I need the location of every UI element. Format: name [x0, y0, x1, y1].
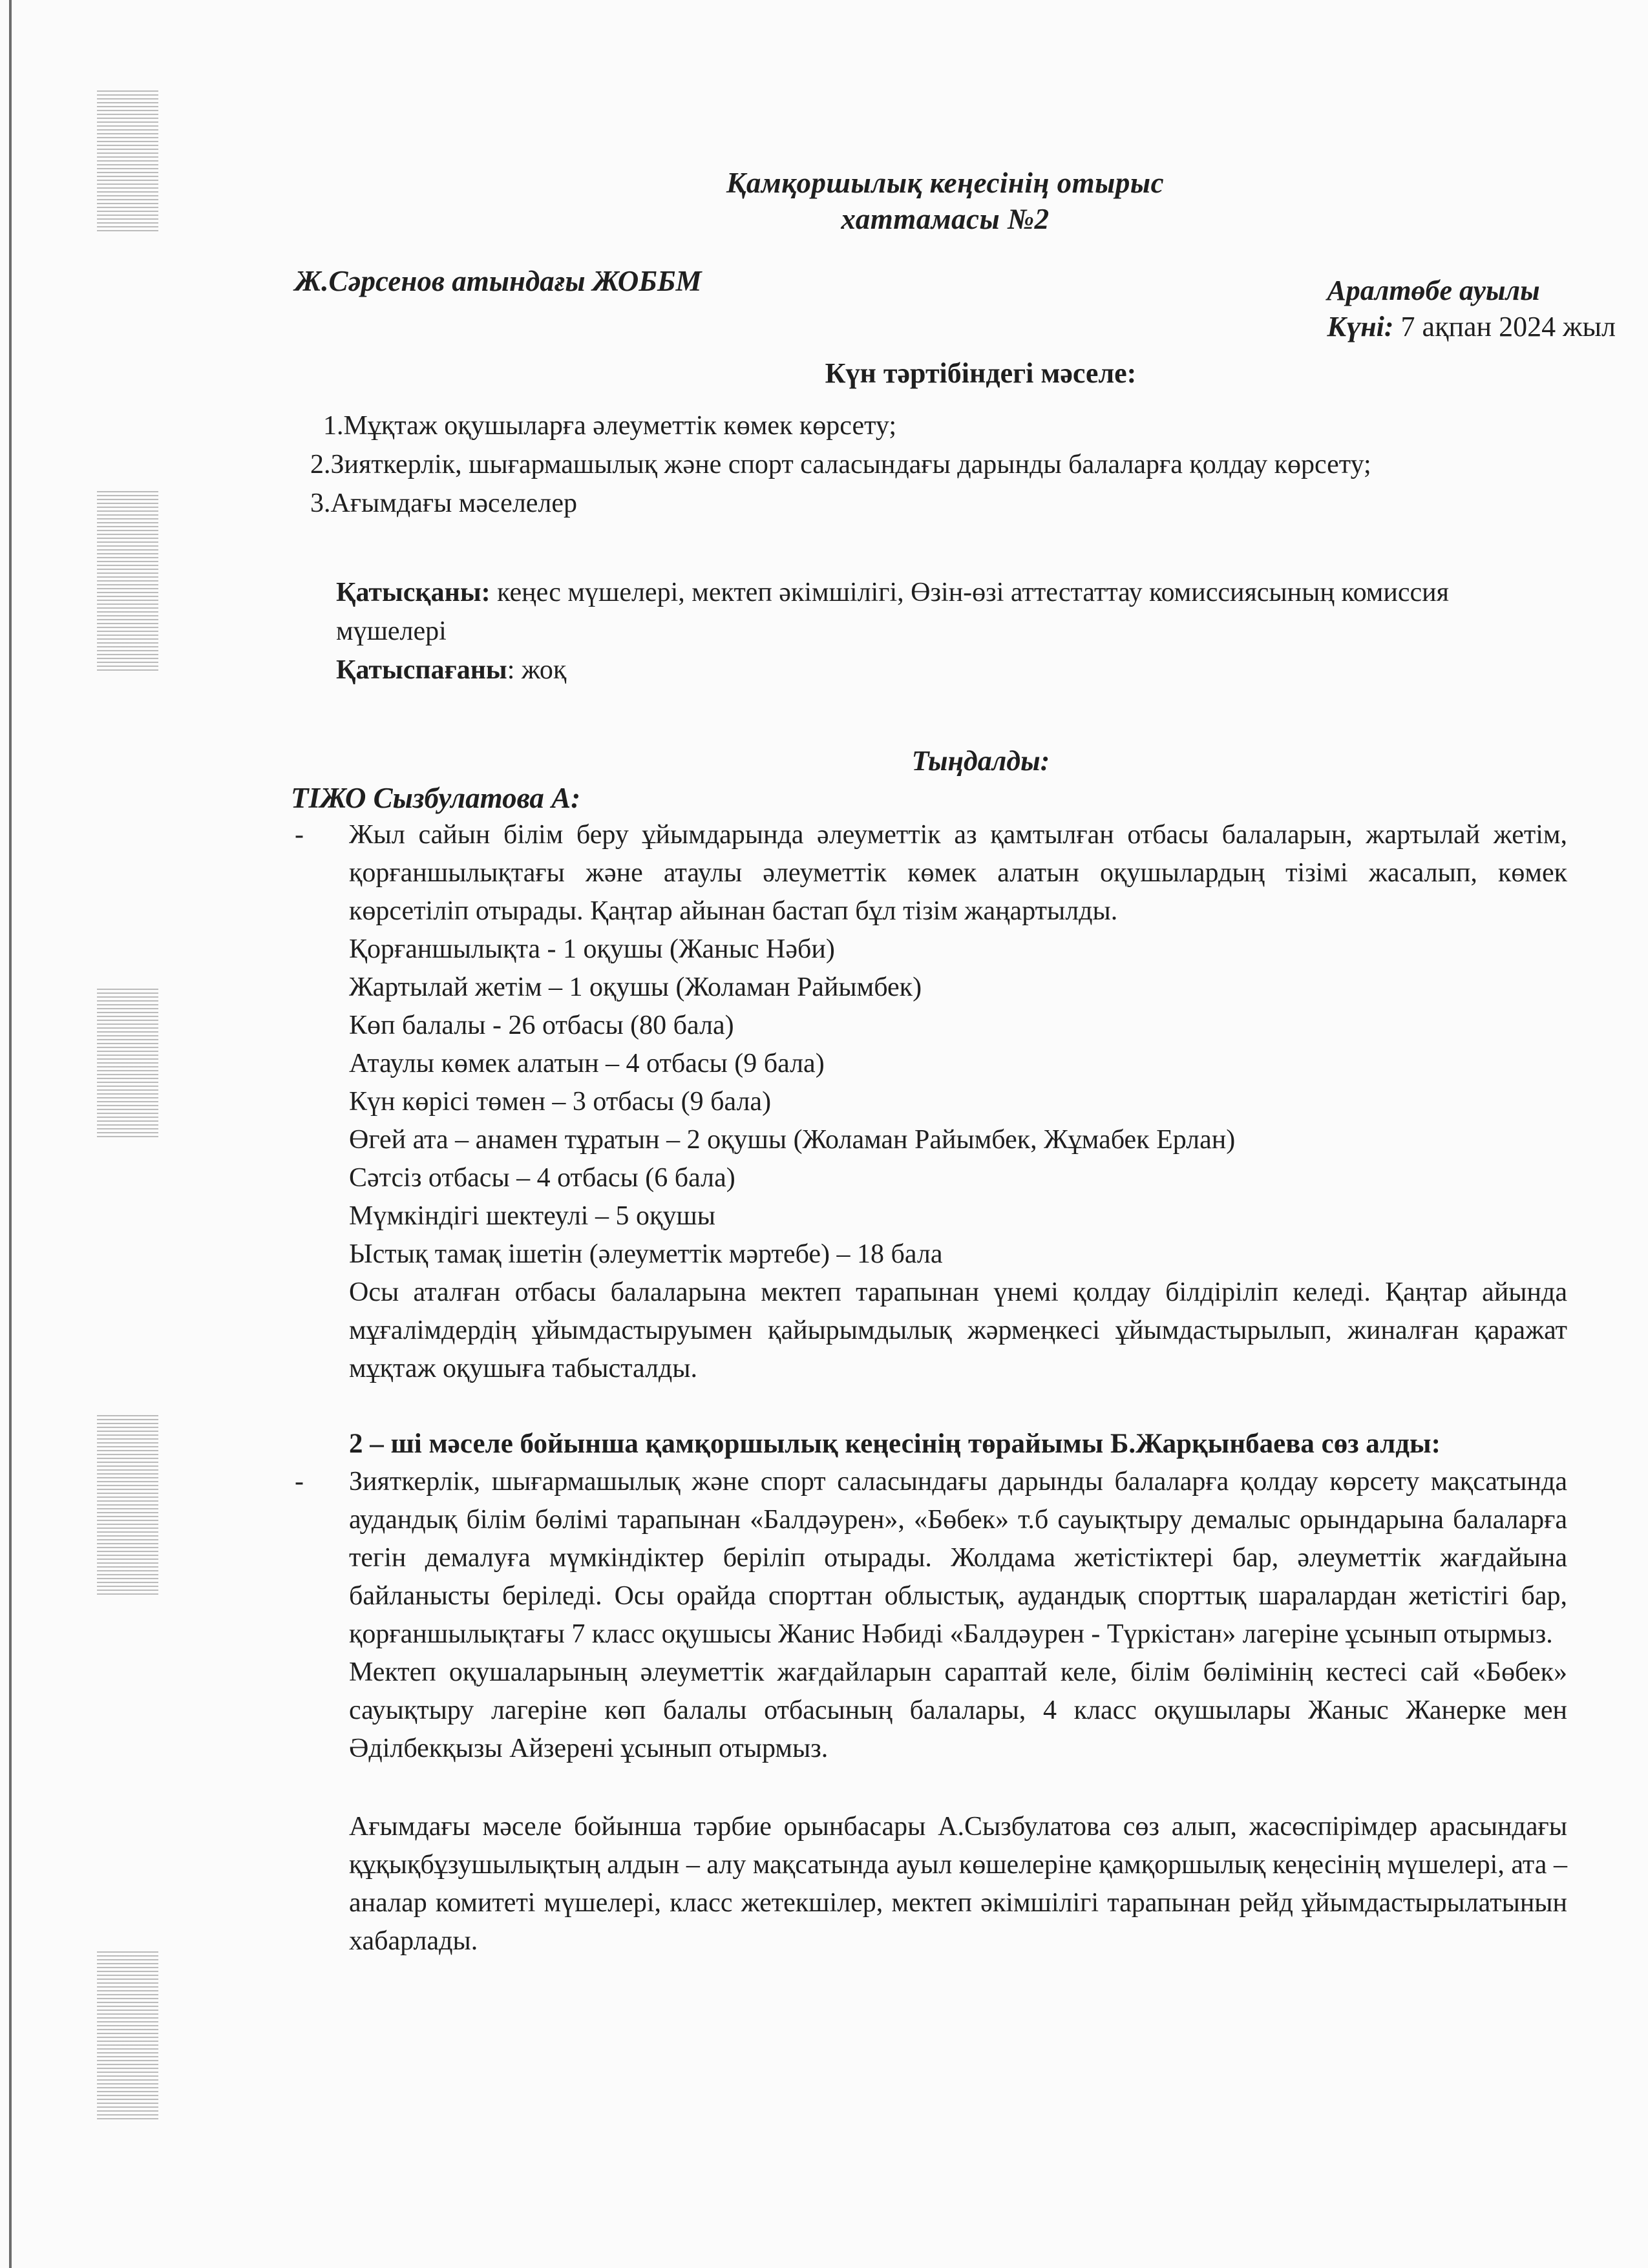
stats-item: Көп балалы - 26 отбасы (80 бала) — [349, 1011, 734, 1040]
stats-item: Өгей ата – анамен тұратын – 2 оқушы (Жоламан Райымбек, Жұмабек Ерлан) — [349, 1125, 1236, 1155]
agenda-item: 1.Мұқтаж оқушыларға әлеуметтік көмек көрсету; — [323, 411, 897, 441]
speaker-name: ТІЖО Сызбулатова А: — [291, 782, 581, 814]
speaker-conclusion: Осы аталған отбасы балаларына мектеп тарапынан үнемі қолдау білдіріліп келеді. Қаңтар айында мұғалімдердің ұйымдастыруымен қайырымдылық жәрмеңкесі ұйымдастырылып, жиналған қаражат мұқтаж оқушыға табысталды. — [349, 1277, 1567, 1383]
absent-label: Қатыспағаны — [336, 655, 507, 685]
attended-label: Қатысқаны: — [336, 578, 491, 607]
agenda-list — [310, 406, 1567, 523]
scan-artifact — [97, 989, 158, 1137]
village-name: Аралтөбе ауылы — [1327, 275, 1540, 306]
stats-item: Сәтсіз отбасы – 4 отбасы (6 бала) — [349, 1163, 735, 1193]
agenda-title: Күн тәртібіндегі мәселе: — [825, 357, 1137, 389]
document-body — [291, 165, 1616, 1960]
absent-line — [336, 651, 1538, 689]
stats-item: Күн көрісі төмен – 3 отбасы (9 бала) — [349, 1087, 772, 1117]
attended-line — [336, 573, 1538, 651]
speaker-text: Жыл сайын білім беру ұйымдарында әлеуметтік аз қамтылған отбасы балаларын, жартылай жетім, қорғаншылықтағы және атаулы әлеуметтік көмек алатын оқушылардың тізімі жасалып, көмек көрсетіліп отырады. Қаңтар айынан бастап бұл тізім жаңартылды. — [349, 820, 1567, 926]
bullet-dash: - — [295, 1467, 304, 1496]
date-label: Күні: — [1327, 311, 1394, 342]
date-value: 7 ақпан 2024 жыл — [1393, 311, 1616, 342]
place-date-block — [1327, 273, 1616, 345]
title-line-2: хаттамасы №2 — [841, 203, 1050, 235]
meeting-date — [1327, 309, 1616, 345]
speaker-paragraph — [295, 816, 1567, 930]
stats-item: Мүмкіндігі шектеулі – 5 оқушы — [349, 1201, 715, 1231]
stats-item: Жартылай жетім – 1 оқушы (Жоламан Райымбек) — [349, 972, 922, 1002]
agenda-item: 2.Зияткерлік, шығармашылық және спорт саласындағы дарынды балаларға қолдау көрсету; — [310, 450, 1371, 479]
issue3-paragraph: Ағымдағы мәселе бойынша тәрбие орынбасары А.Сызбулатова сөз алып, жасөспірімдер арасындағы құқықбұзушылықтың алдын – алу мақсатында ауыл көшелеріне қамқоршылық кеңесінің мүшелері, ата – аналар комитеті мүшелері, класс жетекшілер, мектеп әкімшілігі тарапынан рейд ұйымдастырылатынын хабарлады. — [349, 1812, 1567, 1956]
heard-heading: Тыңдалды: — [911, 745, 1050, 777]
scan-artifact — [97, 491, 158, 672]
issue2-paragraph-2: Мектеп оқушаларының әлеуметтік жағдайларын сараптай келе, білім бөлімінің кестесі сай «Бөбек» сауықтыру лагеріне көп балалы отбасының балалары, 4 класс оқушылары Жаныс Жанерке мен Әділбекқызы Айзерені ұсынып отырмыз. — [349, 1657, 1567, 1763]
issue2-heading: 2 – ші мәселе бойынша қамқоршылық кеңесінің төрайымы Б.Жарқынбаева сөз алды: — [349, 1429, 1441, 1459]
attended-value: кеңес мүшелері, мектеп әкімшілігі, Өзін-өзі аттестаттау комиссиясының комиссия мүшелері — [336, 578, 1449, 646]
absent-value: : жоқ — [507, 655, 567, 685]
school-name: Ж.Сәрсенов атындағы ЖОББМ — [295, 265, 702, 297]
header-row — [295, 263, 1616, 353]
bullet-dash: - — [295, 820, 304, 850]
agenda-item: 3.Ағымдағы мәселелер — [310, 488, 578, 518]
stats-item: Қорғаншылықта - 1 оқушы (Жаныс Нәби) — [349, 934, 835, 964]
stats-list — [310, 930, 1567, 1274]
scan-edge-line — [9, 0, 12, 2268]
issue2-paragraph — [295, 1463, 1567, 1654]
scan-artifact — [97, 1415, 158, 1596]
attendance-block — [336, 573, 1538, 689]
stats-item: Ыстық тамақ ішетін (әлеуметтік мәртебе) – 18 бала — [349, 1239, 943, 1269]
document-title — [323, 165, 1567, 237]
scan-artifact — [97, 1951, 158, 2119]
issue2-text: Зияткерлік, шығармашылық және спорт саласындағы дарынды балаларға қолдау көрсету мақсатында аудандық білім бөлімі тарапынан «Балдәурен», «Бөбек» т.б сауықтыру демалыс орындарына балаларға тегін демалуға мүмкіндіктер беріліп отырады. Жолдама жетістіктері бар, әлеуметтік жағдайына байланысты беріледі. Осы орайда спорттан облыстық, аудандық спорттық шаралардан жетістігі бар, қорғаншылықтағы 7 класс оқушысы Жанис Нәбиді «Балдәурен - Түркістан» лагеріне ұсынып отырмыз. — [349, 1467, 1567, 1649]
title-line-1: Қамқоршылық кеңесінің отырыс — [726, 167, 1165, 199]
scan-artifact — [97, 90, 158, 233]
stats-item: Атаулы көмек алатын – 4 отбасы (9 бала) — [349, 1049, 825, 1078]
